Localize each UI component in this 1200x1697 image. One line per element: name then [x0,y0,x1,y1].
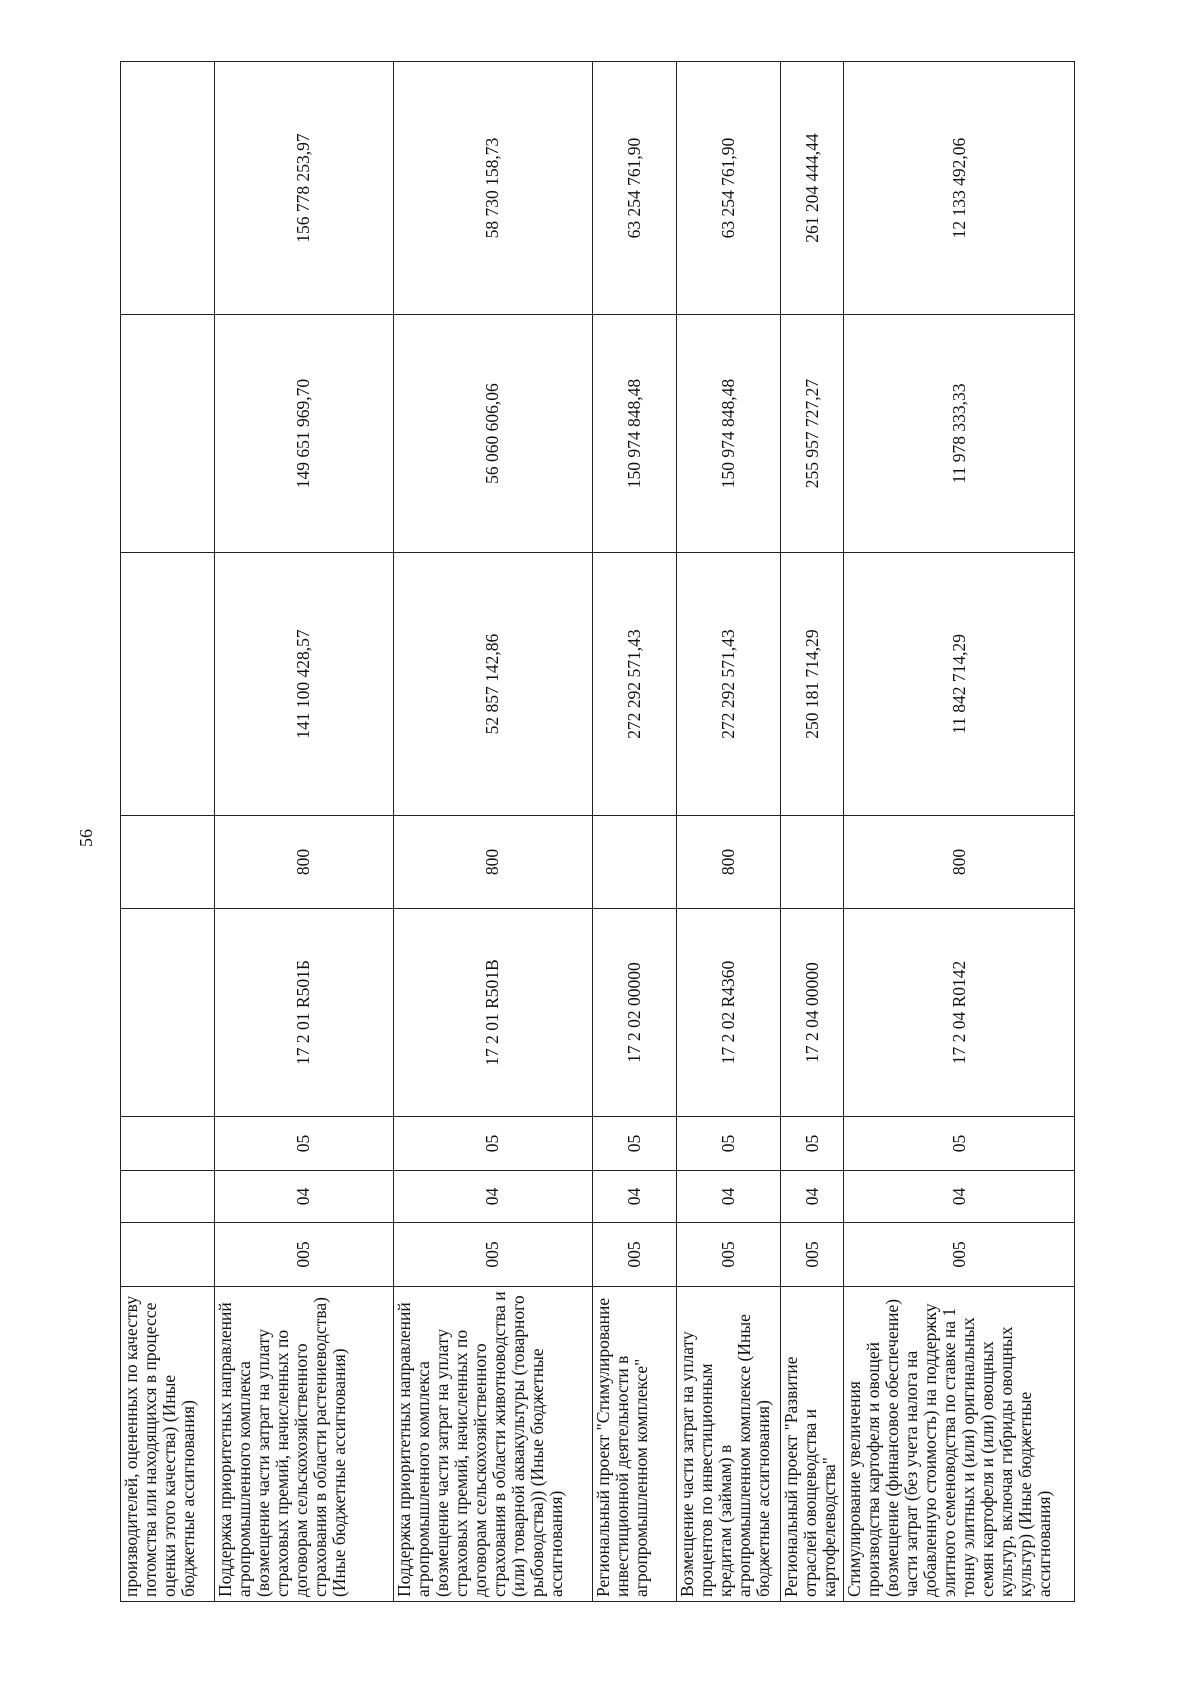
table-row [393,62,592,1602]
sum-2023: 11 842 714,29 [844,553,1075,816]
sum-2023: 272 292 571,43 [592,553,676,816]
sum-2024: 149 651 969,70 [215,315,393,553]
budget-table [120,61,1075,1602]
budget-table-container [120,62,1075,1602]
sum-2023: 141 100 428,57 [215,553,393,816]
row-name: Региональный проект "Стимулирование инвестиционной деятельности в агропромышленном комплексе" [592,1287,676,1602]
sum-2025: 58 730 158,73 [393,62,592,315]
section-code: 04 [781,1171,844,1223]
expense-type: 800 [215,816,393,909]
sum-2024 [121,315,215,553]
sum-2024: 150 974 848,48 [676,315,781,553]
target-article: 17 2 01 R501В [393,909,592,1117]
expense-type [781,816,844,909]
ministry-code: 005 [215,1223,393,1287]
sum-2024: 255 957 727,27 [781,315,844,553]
row-name: Поддержка приоритетных направлений агропромышленного комплекса (возмещение части затрат на уплату страховых премий, начисленных по договорам сельскохозяйственного страхования в области животноводства и (или) товарной аквакультуры (товарного рыбоводства)) (Иные бюджетные ассигнования) [393,1287,592,1602]
row-name: производителей, оцененных по качеству потомства или находящихся в процессе оценки этого качества) (Иные бюджетные ассигнования) [121,1287,215,1602]
expense-type: 800 [676,816,781,909]
section-code [121,1171,215,1223]
row-name: Региональный проект "Развитие отраслей овощеводства и картофелеводства" [781,1287,844,1602]
ministry-code: 005 [676,1223,781,1287]
ministry-code: 005 [592,1223,676,1287]
subsection-code: 05 [393,1117,592,1171]
expense-type [121,816,215,909]
sum-2025: 156 778 253,97 [215,62,393,315]
subsection-code [121,1117,215,1171]
sum-2024: 11 978 333,33 [844,315,1075,553]
expense-type: 800 [844,816,1075,909]
section-code: 04 [676,1171,781,1223]
target-article [121,909,215,1117]
row-name: Стимулирование увеличения производства картофеля и овощей (возмещение (финансовое обеспечение) части затрат (без учета налога на добавленную стоимость) на поддержку элитного семеноводства по ставке на 1 тонну элитных и (или) оригинальных семян картофеля и (или) овощных культур, включая гибриды овощных культур) (Иные бюджетные ассигнования) [844,1287,1075,1602]
table-row [215,62,393,1602]
section-code: 04 [844,1171,1075,1223]
sum-2023 [121,553,215,816]
table-row [676,62,781,1602]
subsection-code: 05 [781,1117,844,1171]
sum-2025: 63 254 761,90 [592,62,676,315]
target-article: 17 2 04 00000 [781,909,844,1117]
sum-2023: 250 181 714,29 [781,553,844,816]
ministry-code [121,1223,215,1287]
section-code: 04 [215,1171,393,1223]
sum-2025: 63 254 761,90 [676,62,781,315]
target-article: 17 2 02 00000 [592,909,676,1117]
sum-2024: 150 974 848,48 [592,315,676,553]
target-article: 17 2 04 R0142 [844,909,1075,1117]
subsection-code: 05 [676,1117,781,1171]
table-row [121,62,215,1602]
subsection-code: 05 [592,1117,676,1171]
ministry-code: 005 [393,1223,592,1287]
section-code: 04 [592,1171,676,1223]
table-row [844,62,1075,1602]
page-number: 56 [76,829,96,847]
target-article: 17 2 02 R4360 [676,909,781,1117]
target-article: 17 2 01 R501Б [215,909,393,1117]
row-name: Возмещение части затрат на уплату процентов по инвестиционным кредитам (займам) в агропромышленном комплексе (Иные бюджетные ассигнования) [676,1287,781,1602]
row-name: Поддержка приоритетных направлений агропромышленного комплекса (возмещение части затрат на уплату страховых премий, начисленных по договорам сельскохозяйственного страхования в области растениеводства) (Иные бюджетные ассигнования) [215,1287,393,1602]
ministry-code: 005 [781,1223,844,1287]
sum-2024: 56 060 606,06 [393,315,592,553]
expense-type [592,816,676,909]
ministry-code: 005 [844,1223,1075,1287]
sum-2023: 52 857 142,86 [393,553,592,816]
table-row [781,62,844,1602]
sum-2025: 261 204 444,44 [781,62,844,315]
section-code: 04 [393,1171,592,1223]
sum-2025: 12 133 492,06 [844,62,1075,315]
subsection-code: 05 [844,1117,1075,1171]
sum-2023: 272 292 571,43 [676,553,781,816]
expense-type: 800 [393,816,592,909]
sum-2025 [121,62,215,315]
table-body [121,62,1075,1602]
subsection-code: 05 [215,1117,393,1171]
table-row [592,62,676,1602]
